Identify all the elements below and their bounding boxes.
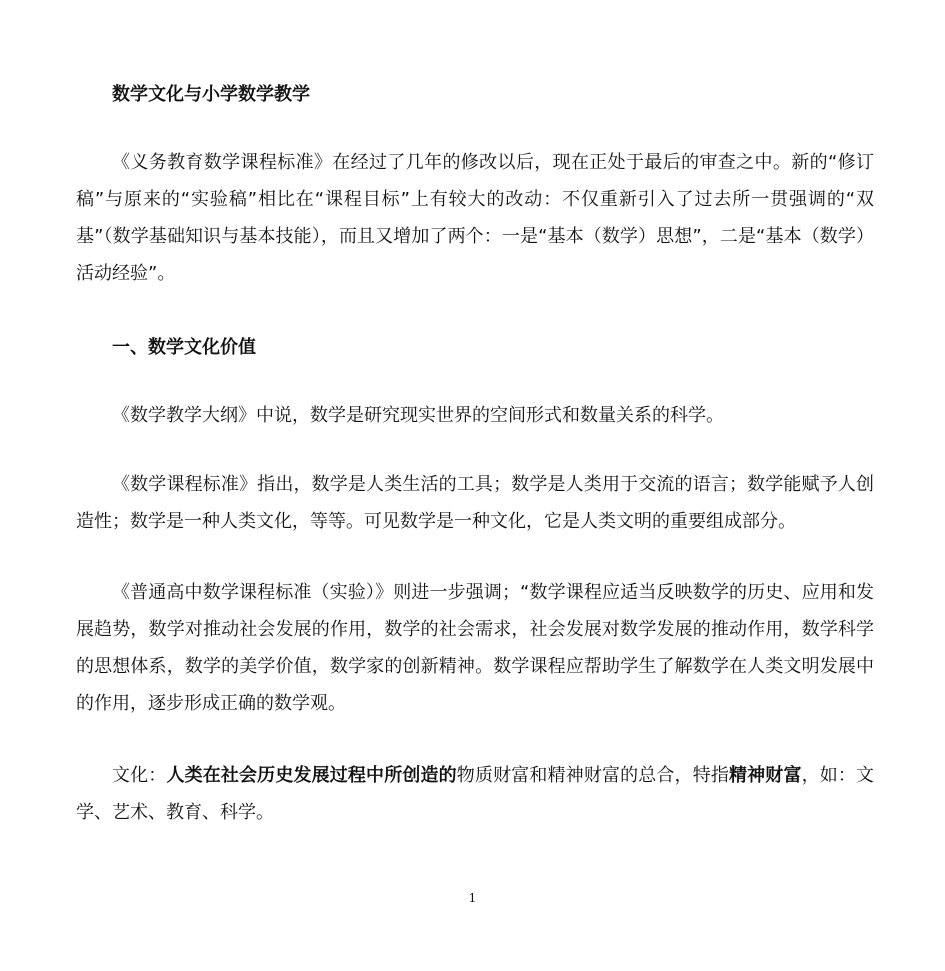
section-heading: 一、数学文化价值 <box>112 337 256 358</box>
culture-label: 文化： <box>112 765 167 786</box>
page-number: 1 <box>468 891 477 905</box>
culture-definition-paragraph <box>76 757 874 831</box>
culture-examples: ，如：文学、艺术、教育、科学。 <box>76 765 875 823</box>
standard-paragraph: 《数学课程标准》指出，数学是人类生活的工具；数学是人类用于交流的语言；数学能赋予人创造性；数学是一种人类文化，等等。可见数学是一种文化，它是人类文明的重要组成部分。 <box>76 474 874 532</box>
intro-paragraph: 《义务教育数学课程标准》在经过了几年的修改以后，现在正处于最后的审查之中。新的“修订稿”与原来的“实验稿”相比在“课程目标”上有较大的改动：不仅重新引入了过去所一贯强调的“双基”（数学基础知识与基本技能），而且又增加了两个：一是“基本（数学）思想”，二是“基本（数学）活动经验”。 <box>76 152 874 284</box>
highschool-paragraph: 《普通高中数学课程标准（实验）》则进一步强调；“数学课程应适当反映数学的历史、应用和发展趋势，数学对推动社会发展的作用，数学的社会需求，社会发展对数学发展的推动作用，数学科学的思想体系，数学的美学价值，数学家的创新精神。数学课程应帮助学生了解数学在人类文明发展中的作用，逐步形成正确的数学观。 <box>76 582 874 714</box>
spiritual-wealth-bold: 精神财富 <box>729 765 802 786</box>
outline-paragraph: 《数学教学大纲》中说，数学是研究现实世界的空间形式和数量关系的科学。 <box>112 405 724 426</box>
culture-text: 物质财富和精神财富的总合，特指 <box>456 765 729 786</box>
culture-bold-phrase: 人类在社会历史发展过程中所创造的 <box>166 765 457 786</box>
document-title: 数学文化与小学数学教学 <box>112 84 310 105</box>
